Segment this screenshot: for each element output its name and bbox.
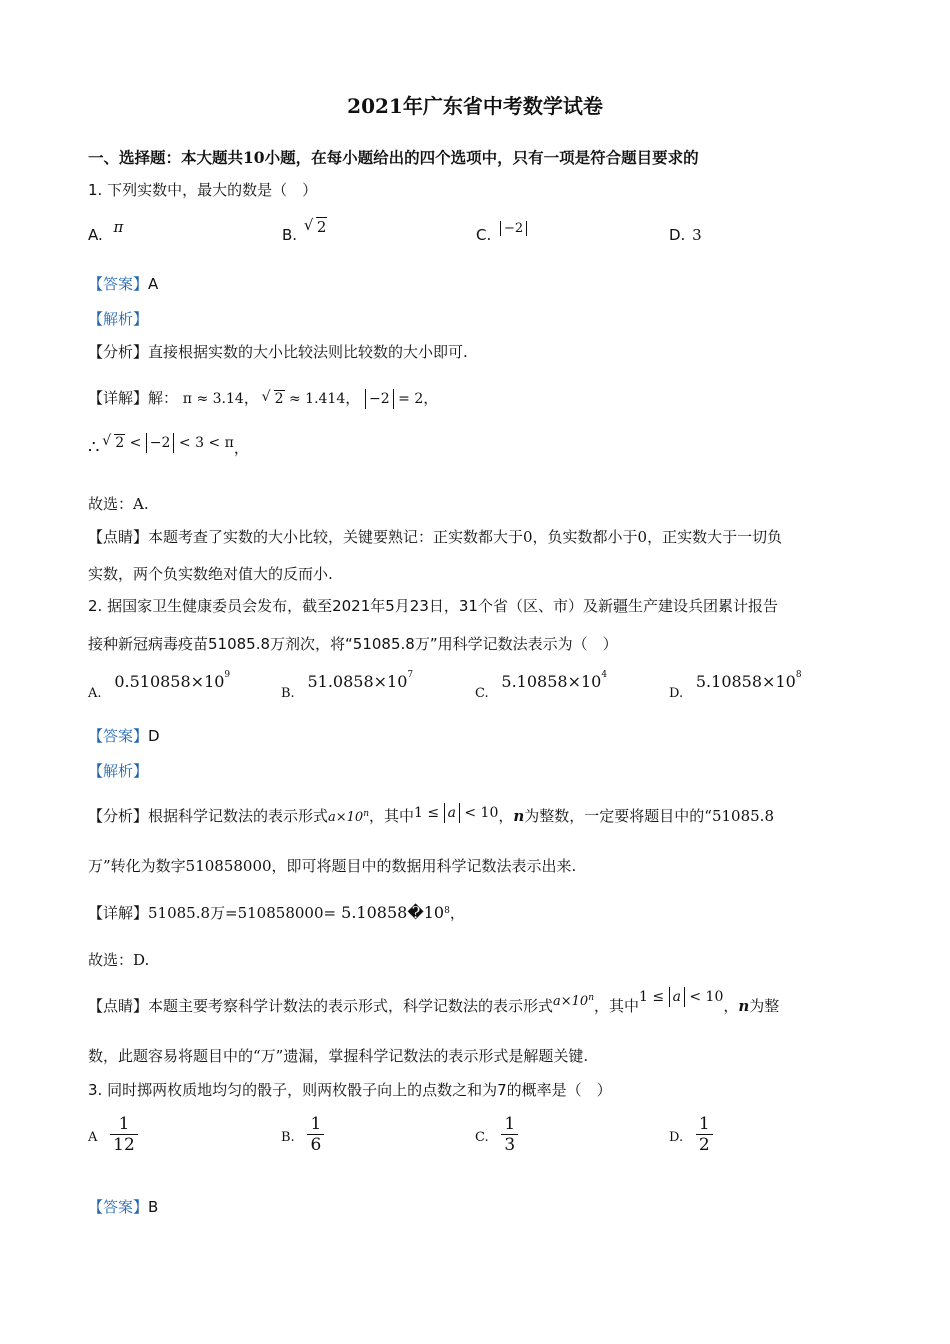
q3-option-d-fraction [696, 1114, 713, 1155]
q2-fx-text: 【分析】根据科学记数法的表示形式 [88, 807, 329, 825]
q1-ineq-lt1: < [125, 435, 146, 451]
q1-option-d-label: D. [669, 226, 686, 244]
q2-fenxi-line1 [88, 806, 774, 828]
q1-option-d-value: 3 [692, 226, 702, 244]
q2-option-b-label: B. [281, 686, 295, 701]
page-title: 2021年广东省中考数学试卷 [347, 94, 603, 118]
q1-answer [88, 274, 158, 294]
q2-option-c-value: 5.10858×10 [501, 672, 602, 691]
q1-option-a-value: π [113, 218, 124, 236]
q2-dj-ineq-abs: a [669, 987, 685, 1007]
q3-option-a [88, 1114, 138, 1155]
q1-xj-pi: π ≈ 3.14 [182, 391, 244, 407]
q2-answer-value: D [148, 727, 160, 745]
q3-option-c-fraction [501, 1114, 518, 1155]
q2-fx-ineq-abs: a [444, 803, 460, 823]
q2-stem-line2: 接种新冠病毒疫苗51085.8万剂次，将“51085.8万”用科学记数法表示为（ ） [88, 635, 618, 653]
q2-option-a-value: 0.510858×10 [114, 672, 225, 691]
q1-xj-sqrt2 [264, 389, 285, 409]
q2-dj-rest: 为整 [749, 997, 780, 1015]
q2-analysis-tag: 【解析】 [88, 762, 149, 780]
q2-dianjing-line2: 数，此题容易将题目中的“万”遗漏，掌握科学记数法的表示形式是解题关键. [88, 1047, 589, 1065]
q2-fx-qizhong: ，其中 [369, 807, 415, 825]
q1-option-a [88, 218, 124, 244]
q2-option-d-value: 5.10858×10 [695, 672, 796, 691]
q1-option-b-label: B. [282, 226, 298, 244]
q3-option-a-label: A [88, 1129, 98, 1145]
q3-option-a-numerator: 1 [118, 1114, 130, 1134]
q1-inequality [88, 435, 249, 459]
q3-option-b-fraction [307, 1114, 324, 1155]
q2-fx-ineq-right: < 10 [459, 805, 499, 821]
q2-xj-exp: 8 [444, 906, 450, 916]
q2-dj-qizhong: ，其中 [594, 997, 640, 1015]
q1-option-b [282, 218, 327, 244]
q1-dianjing-line1: 【点睛】本题考查了实数的大小比较，关键要熟记：正实数都大于0，负实数都小于0，正实数大于一切负 [88, 528, 783, 546]
q1-option-c [476, 221, 527, 244]
q1-ineq-sqrt2 [104, 433, 125, 453]
q2-dj-formula: a×10 [553, 994, 589, 1009]
q1-xiangjie [88, 388, 438, 409]
q1-ineq-abs: −2 [146, 433, 175, 453]
q1-xj-sqrt2-approx: ≈ 1.414 [284, 391, 346, 407]
q2-option-a-exp: 9 [224, 670, 231, 680]
q3-stem: 3. 同时掷两枚质地均匀的骰子，则两枚骰子向上的点数之和为7的概率是（ ） [88, 1081, 612, 1099]
q3-option-d-denominator: 2 [696, 1134, 713, 1155]
q2-option-c [475, 670, 608, 701]
q2-option-c-label: C. [475, 686, 489, 701]
q1-analysis-tag: 【解析】 [88, 310, 149, 328]
q1-xj-sep2: ， [345, 389, 361, 407]
q3-option-a-fraction [110, 1114, 138, 1155]
q2-answer [88, 726, 160, 746]
q3-option-b-label: B. [281, 1129, 295, 1145]
q3-answer [88, 1197, 158, 1217]
q3-option-d-numerator: 1 [698, 1114, 710, 1134]
q2-option-a-label: A. [88, 686, 102, 701]
q2-option-b-value: 51.0858×10 [307, 672, 408, 691]
q3-option-d-label: D. [669, 1129, 684, 1145]
q2-fx-exp: n [363, 809, 369, 819]
q2-dj-exp: n [588, 993, 594, 1003]
q2-fenxi-line2: 万”转化为数字510858000，即可将题目中的数据用科学记数法表示出来. [88, 857, 577, 875]
q3-option-c-numerator: 1 [504, 1114, 516, 1134]
answer-tag: 【答案】 [88, 727, 149, 745]
q2-fx-comma: ， [498, 807, 514, 825]
q1-option-d [669, 226, 702, 244]
q1-answer-value: A [148, 275, 159, 293]
answer-tag: 【答案】 [88, 1198, 149, 1216]
q1-option-a-label: A. [88, 226, 103, 244]
q1-ineq-sqrt2-radicand: 2 [115, 435, 125, 451]
q2-dj-n: n [738, 997, 750, 1015]
q2-dj-comma: ， [723, 997, 739, 1015]
q2-guxuan: 故选：D. [88, 951, 150, 969]
q3-option-b-numerator: 1 [310, 1114, 322, 1134]
q2-dj-text: 【点睛】本题主要考察科学计数法的表示形式，科学记数法的表示形式 [88, 997, 554, 1015]
q2-fx-rest: 为整数，一定要将题目中的“51085.8 [524, 807, 774, 825]
q1-option-b-radicand: 2 [316, 218, 327, 236]
q1-ineq-end: ， [233, 439, 249, 457]
q1-guxuan: 故选：A. [88, 495, 149, 513]
q2-xiangjie [88, 903, 465, 923]
q2-fx-formula: a×10 [328, 810, 364, 825]
q2-xj-formula: 5.10858�10 [336, 903, 445, 922]
q3-option-c [475, 1114, 518, 1155]
therefore-symbol: ∴ [88, 437, 100, 458]
q3-option-b-denominator: 6 [307, 1134, 324, 1155]
q1-xj-sep3: ， [423, 389, 439, 407]
q1-xj-sep1: ， [243, 389, 259, 407]
q3-answer-value: B [148, 1198, 159, 1216]
q2-xj-text: 【详解】51085.8万=510858000= [88, 904, 337, 922]
q2-option-c-exp: 4 [601, 670, 608, 680]
q1-xj-abs-eq: = 2 [393, 391, 424, 407]
q1-xj-sqrt2-radicand: 2 [274, 391, 284, 407]
q2-option-d-exp: 8 [795, 670, 802, 680]
q3-option-c-denominator: 3 [501, 1134, 518, 1155]
q2-option-d-label: D. [669, 686, 684, 701]
q2-fx-ineq-left: 1 ≤ [414, 805, 444, 821]
q1-dianjing-line2: 实数，两个负实数绝对值大的反而小. [88, 565, 333, 583]
section-heading: 一、选择题：本大题共10小题，在每小题给出的四个选项中，只有一项是符合题目要求的 [88, 148, 699, 167]
q2-option-b [281, 670, 414, 701]
q1-xj-abs: −2 [365, 389, 394, 409]
q2-stem-line1: 2. 据国家卫生健康委员会发布，截至2021年5月23日，31个省（区、市）及新疆生产建设兵团累计报告 [88, 597, 778, 615]
answer-tag: 【答案】 [88, 275, 149, 293]
q2-option-d [669, 670, 802, 701]
q1-option-b-value [306, 218, 328, 236]
q3-option-d [669, 1114, 713, 1155]
q2-option-b-exp: 7 [407, 670, 414, 680]
q3-option-b [281, 1114, 324, 1155]
q2-option-a [88, 670, 231, 701]
q2-xj-end: ， [449, 904, 465, 922]
q1-fenxi: 【分析】直接根据实数的大小比较法则比较数的大小即可. [88, 343, 468, 361]
q3-option-a-denominator: 12 [110, 1134, 138, 1155]
q2-fx-n: n [513, 807, 525, 825]
q1-ineq-rest: < 3 < π [174, 435, 234, 451]
q2-dj-ineq-right: < 10 [684, 989, 724, 1005]
q1-option-c-value: −2 [500, 221, 527, 236]
q2-dianjing-line1 [88, 989, 780, 1018]
q1-stem: 1. 下列实数中，最大的数是（ ） [88, 181, 318, 199]
q1-option-c-label: C. [476, 226, 492, 244]
q2-dj-ineq-left: 1 ≤ [639, 989, 669, 1005]
q1-xiangjie-prefix: 【详解】解： [88, 389, 179, 407]
q3-option-c-label: C. [475, 1129, 489, 1145]
